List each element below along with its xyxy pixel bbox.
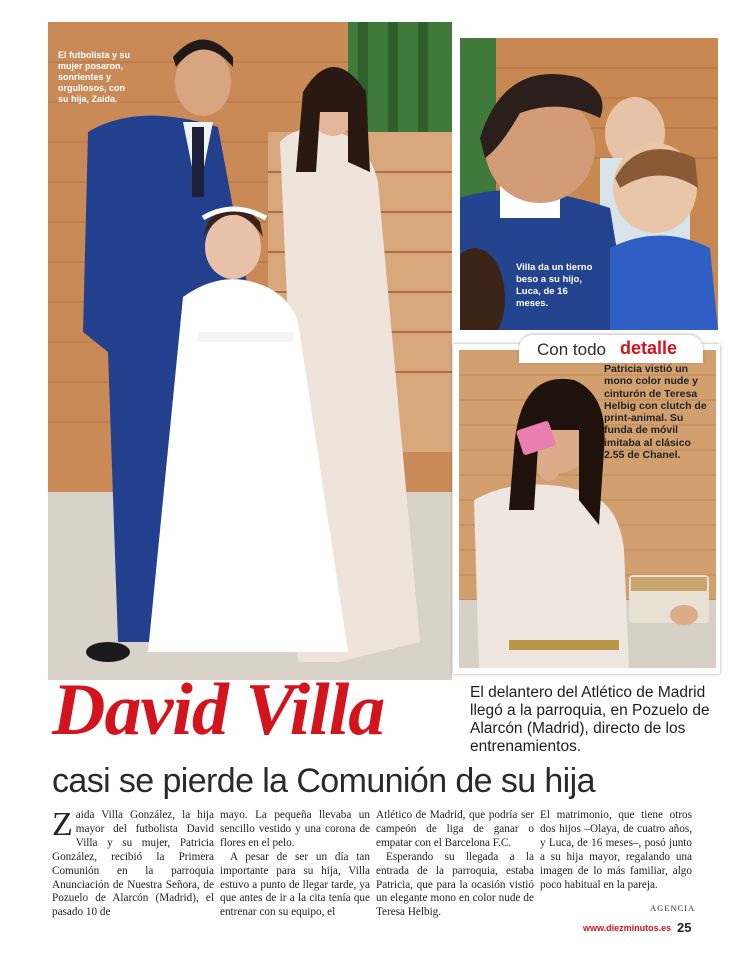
drop-cap: Z	[52, 806, 73, 843]
body-column-2	[220, 809, 370, 920]
body-column-1	[52, 806, 214, 920]
body-paragraph: A pesar de ser un día tan importante para su hija, Villa estuvo a punto de llegar tarde, ya que antes de ir a la cita tenía que entrenar con su equipo, el	[220, 850, 370, 919]
family-portrait-photo	[48, 22, 452, 680]
headline-lede: El delantero del Atlético de Madrid llegó a la parroquia, en Pozuelo de Alarcón (Madrid), directo de los entrenamientos.	[470, 684, 710, 755]
headline-subtitle: casi se pierde la Comunión de su hija	[52, 762, 595, 800]
headline-title: David Villa	[52, 669, 385, 751]
body-paragraph: Atlético de Madrid, que podría ser campeón de liga de ganar o empatar con el Barcelona F.C.	[376, 809, 534, 849]
detail-box-tab	[519, 335, 703, 363]
body-paragraph: El matrimonio, que tiene otros dos hijos –Olaya, de cuatro años, y Luca, de 16 meses–, posó junto a su hija mayor, regalando una imagen de lo más familiar, algo poco habitual en la pareja.	[540, 809, 692, 891]
body-column-4	[540, 809, 692, 892]
body-paragraph: mayo. La pequeña llevaba un sencillo vestido y una corona de flores en el pelo.	[220, 809, 370, 849]
page-number: 25	[677, 920, 692, 935]
detail-tab-label: Con todo	[537, 340, 606, 359]
body-column-3	[376, 809, 534, 920]
detail-tab-label-highlight: detalle	[620, 338, 678, 358]
main-photo-caption: El futbolista y su mujer posaron, sonrientes y orgullosos, con su hija, Zaida.	[58, 50, 131, 104]
website-link[interactable]: www.diezminutos.es	[583, 923, 672, 933]
agency-credit: AGENCIA	[650, 903, 696, 913]
body-paragraph: aida Villa González, la hija mayor del futbolista David Villa y su mujer, Patricia González, recibió la Primera Comunión en la parroquia Anunciación de Nuestra Señora, de Pozuelo de Alarcón (Madrid), el pasado 10 de	[52, 809, 214, 919]
kiss-photo-caption: Villa da un tierno beso a su hijo, Luca, de 16 meses.	[516, 262, 593, 309]
body-paragraph: Esperando su llegada a la entrada de la parroquia, estaba Patricia, que para la ocasión vistió un elegante mono en color nude de Teresa Helbig.	[376, 850, 534, 919]
detail-caption: Patricia vistió un mono color nude y cinturón de Teresa Helbig con clutch de print-animal. Su funda de móvil imitaba al clásico 2.55 de Chanel.	[604, 363, 707, 462]
